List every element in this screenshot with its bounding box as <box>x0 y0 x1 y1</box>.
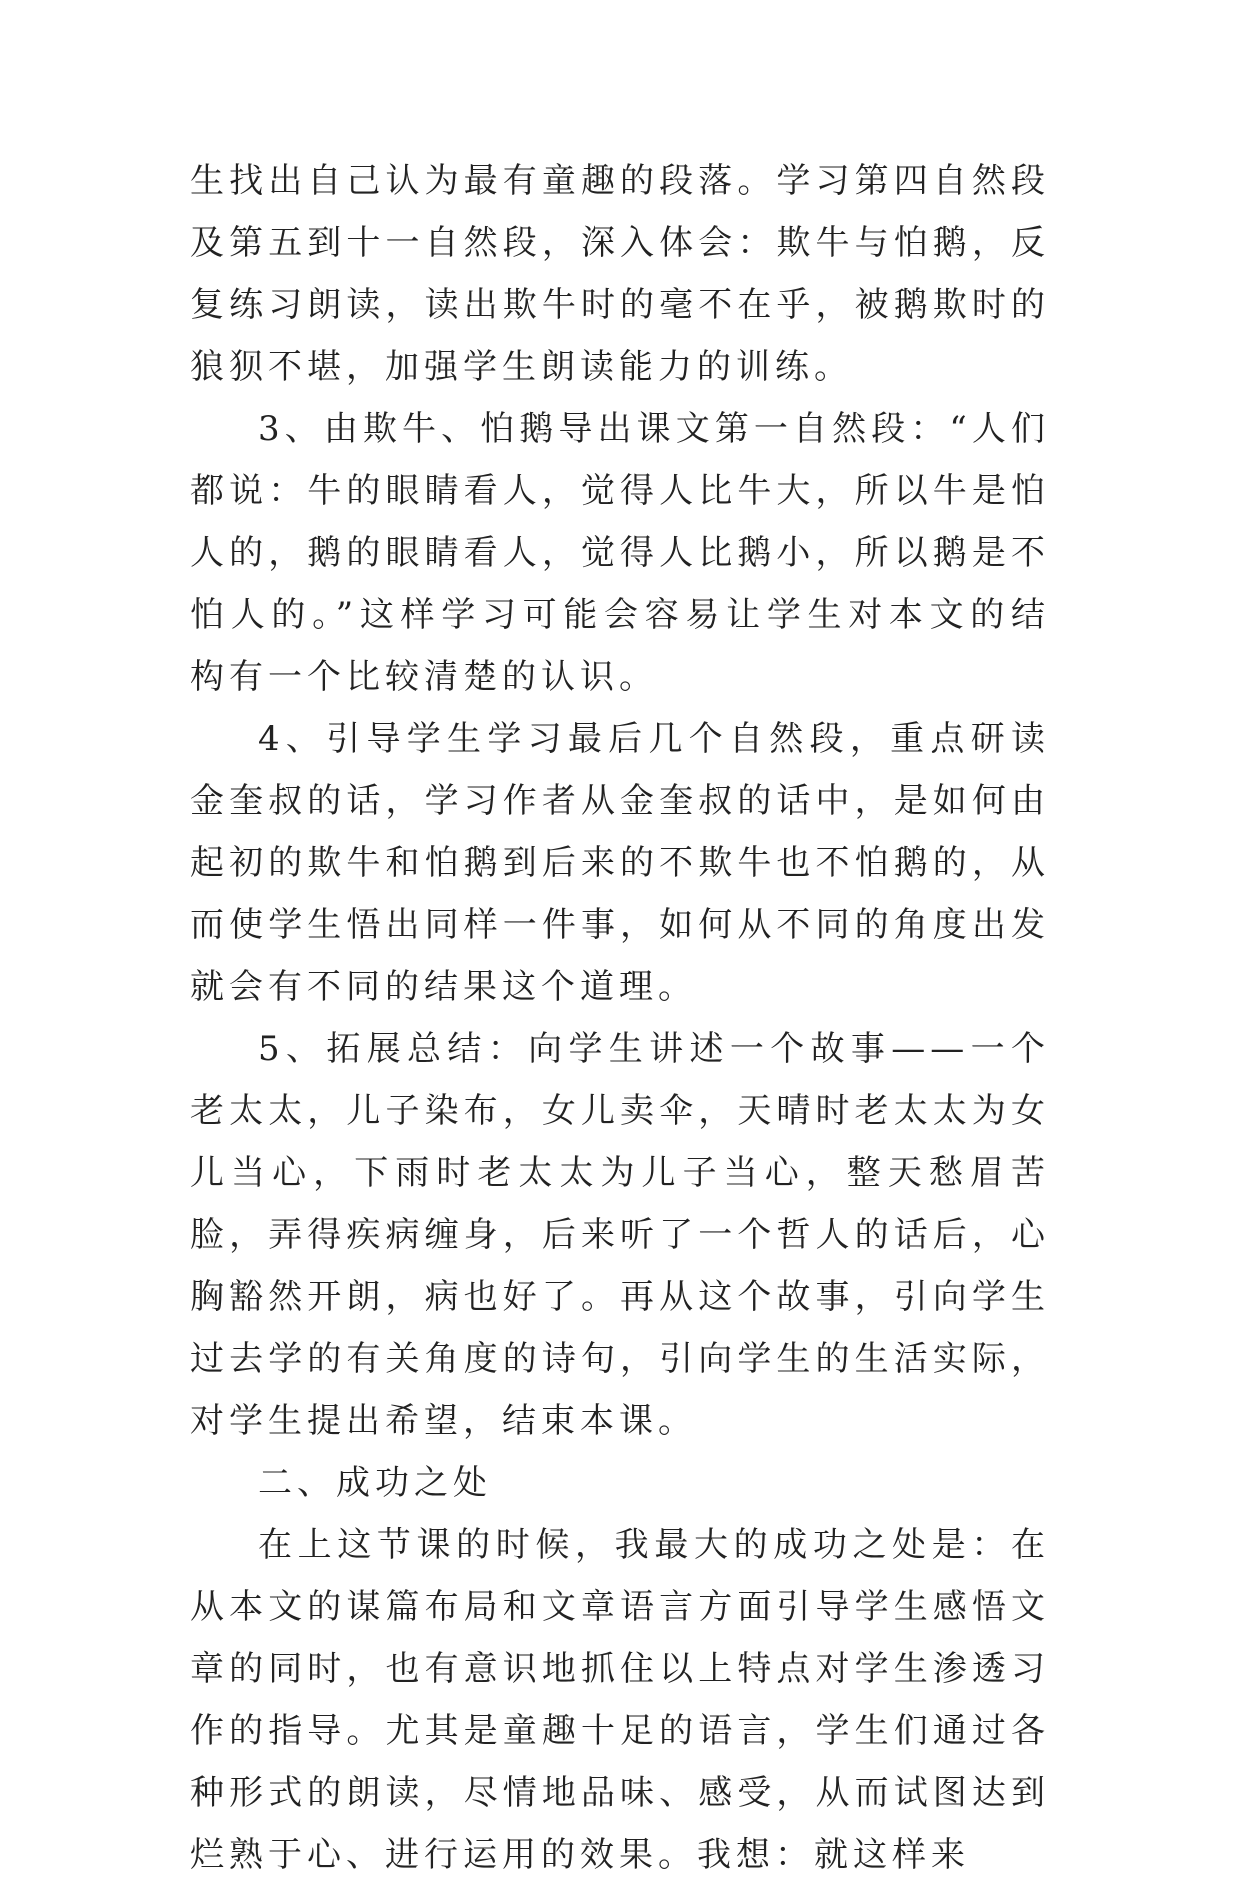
section-heading-success: 二、成功之处 <box>258 1463 492 1503</box>
paragraph-5: 在上这节课的时候，我最大的成功之处是：在从本文的谋篇布局和文章语言方面引导学生感悟文章的同时，也有意识地抓住以上特点对学生渗透习作的指导。尤其是童趣十足的语言，学生们通过各种形式的朗读，尽情地品味、感受，从而试图达到烂熟于心、进行运用的效果。我想：就这样来 <box>190 1525 1050 1875</box>
paragraph-2: 3、由欺牛、怕鹅导出课文第一自然段：“人们都说：牛的眼睛看人，觉得人比牛大，所以牛是怕人的，鹅的眼睛看人，觉得人比鹅小，所以鹅是不怕人的。”这样学习可能会容易让学生对本文的结构有一个比较清楚的认识。 <box>190 409 1050 697</box>
paragraph-3: 4、引导学生学习最后几个自然段，重点研读金奎叔的话，学习作者从金奎叔的话中，是如何由起初的欺牛和怕鹅到后来的不欺牛也不怕鹅的，从而使学生悟出同样一件事，如何从不同的角度出发就会有不同的结果这个道理。 <box>190 719 1050 1007</box>
paragraph-4: 5、拓展总结：向学生讲述一个故事——一个老太太，儿子染布，女儿卖伞，天晴时老太太为女儿当心，下雨时老太太为儿子当心，整天愁眉苦脸，弄得疾病缠身，后来听了一个哲人的话后，心胸豁然开朗，病也好了。再从这个故事，引向学生过去学的有关角度的诗句，引向学生的生活实际，对学生提出希望，结束本课。 <box>190 1029 1050 1441</box>
body-text <box>190 150 1050 1886</box>
paragraph-1: 生找出自己认为最有童趣的段落。学习第四自然段及第五到十一自然段，深入体会：欺牛与怕鹅，反复练习朗读，读出欺牛时的毫不在乎，被鹅欺时的狼狈不堪，加强学生朗读能力的训练。 <box>190 161 1050 387</box>
